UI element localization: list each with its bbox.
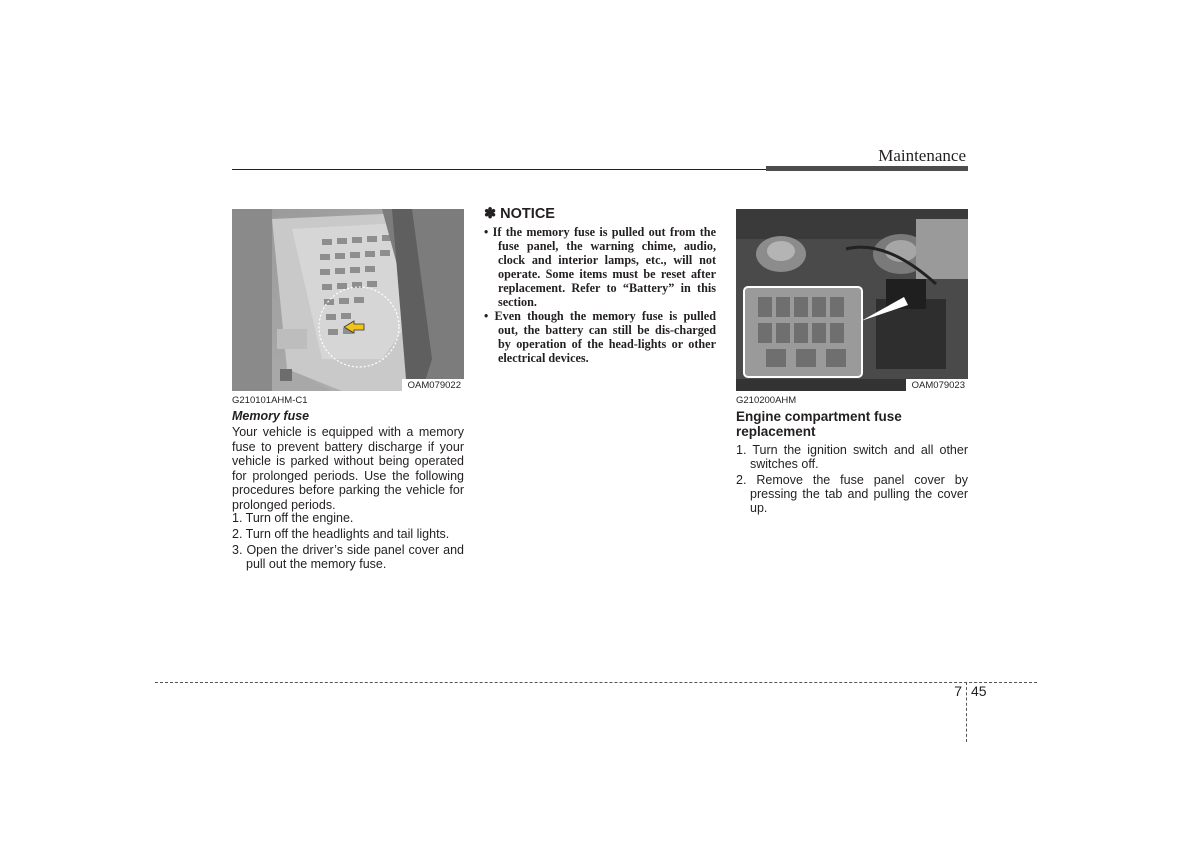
notice-heading: ✽ NOTICE: [484, 206, 555, 222]
footer-divider: [966, 682, 967, 742]
section-code: G210101AHM-C1: [232, 395, 308, 406]
photo-label: OAM079023: [906, 379, 968, 391]
procedure-list: [232, 511, 464, 573]
engine-compartment-illustration: [736, 209, 968, 391]
page-number: 45: [971, 683, 987, 699]
body-paragraph: Your vehicle is equipped with a memory fuse to prevent battery discharge if your vehicle is parked without being operated for prolonged periods. Use the following procedures before parking the vehicle for prolonged periods.: [232, 425, 464, 512]
list-item: 1. Turn off the engine.: [232, 511, 354, 525]
procedure-list: [736, 443, 968, 517]
subheading: Memory fuse: [232, 409, 310, 423]
fuse-panel-illustration: [232, 209, 464, 391]
section-code: G210200AHM: [736, 395, 797, 406]
memory-fuse-photo: [232, 209, 464, 391]
header-accent-bar: [766, 166, 968, 171]
list-item: 2. Remove the fuse panel cover by pressing the tab and pulling the cover up.: [736, 473, 968, 515]
footer-rule: [155, 682, 1037, 683]
list-item: 1. Turn the ignition switch and all other switches off.: [736, 443, 968, 471]
photo-label: OAM079022: [402, 379, 464, 391]
notice-item: • Even though the memory fuse is pulled out, the battery can still be dis-charged by operation of the head-lights or other electrical devices.: [484, 309, 716, 365]
list-item: 2. Turn off the headlights and tail lights.: [232, 527, 450, 541]
list-item: 3. Open the driver’s side panel cover and pull out the memory fuse.: [232, 543, 464, 571]
engine-compartment-photo: [736, 209, 968, 391]
notice-item: • If the memory fuse is pulled out from the fuse panel, the warning chime, audio, clock and interior lamps, etc., will not operate. Some items must be reset after replacement. Refer to “Battery” in this section.: [484, 225, 716, 309]
section-title: Maintenance: [878, 146, 966, 165]
notice-list: [484, 225, 716, 365]
chapter-number: 7: [954, 683, 962, 699]
header-rule: [232, 169, 766, 170]
subheading: Engine compartment fuse replacement: [736, 409, 902, 439]
